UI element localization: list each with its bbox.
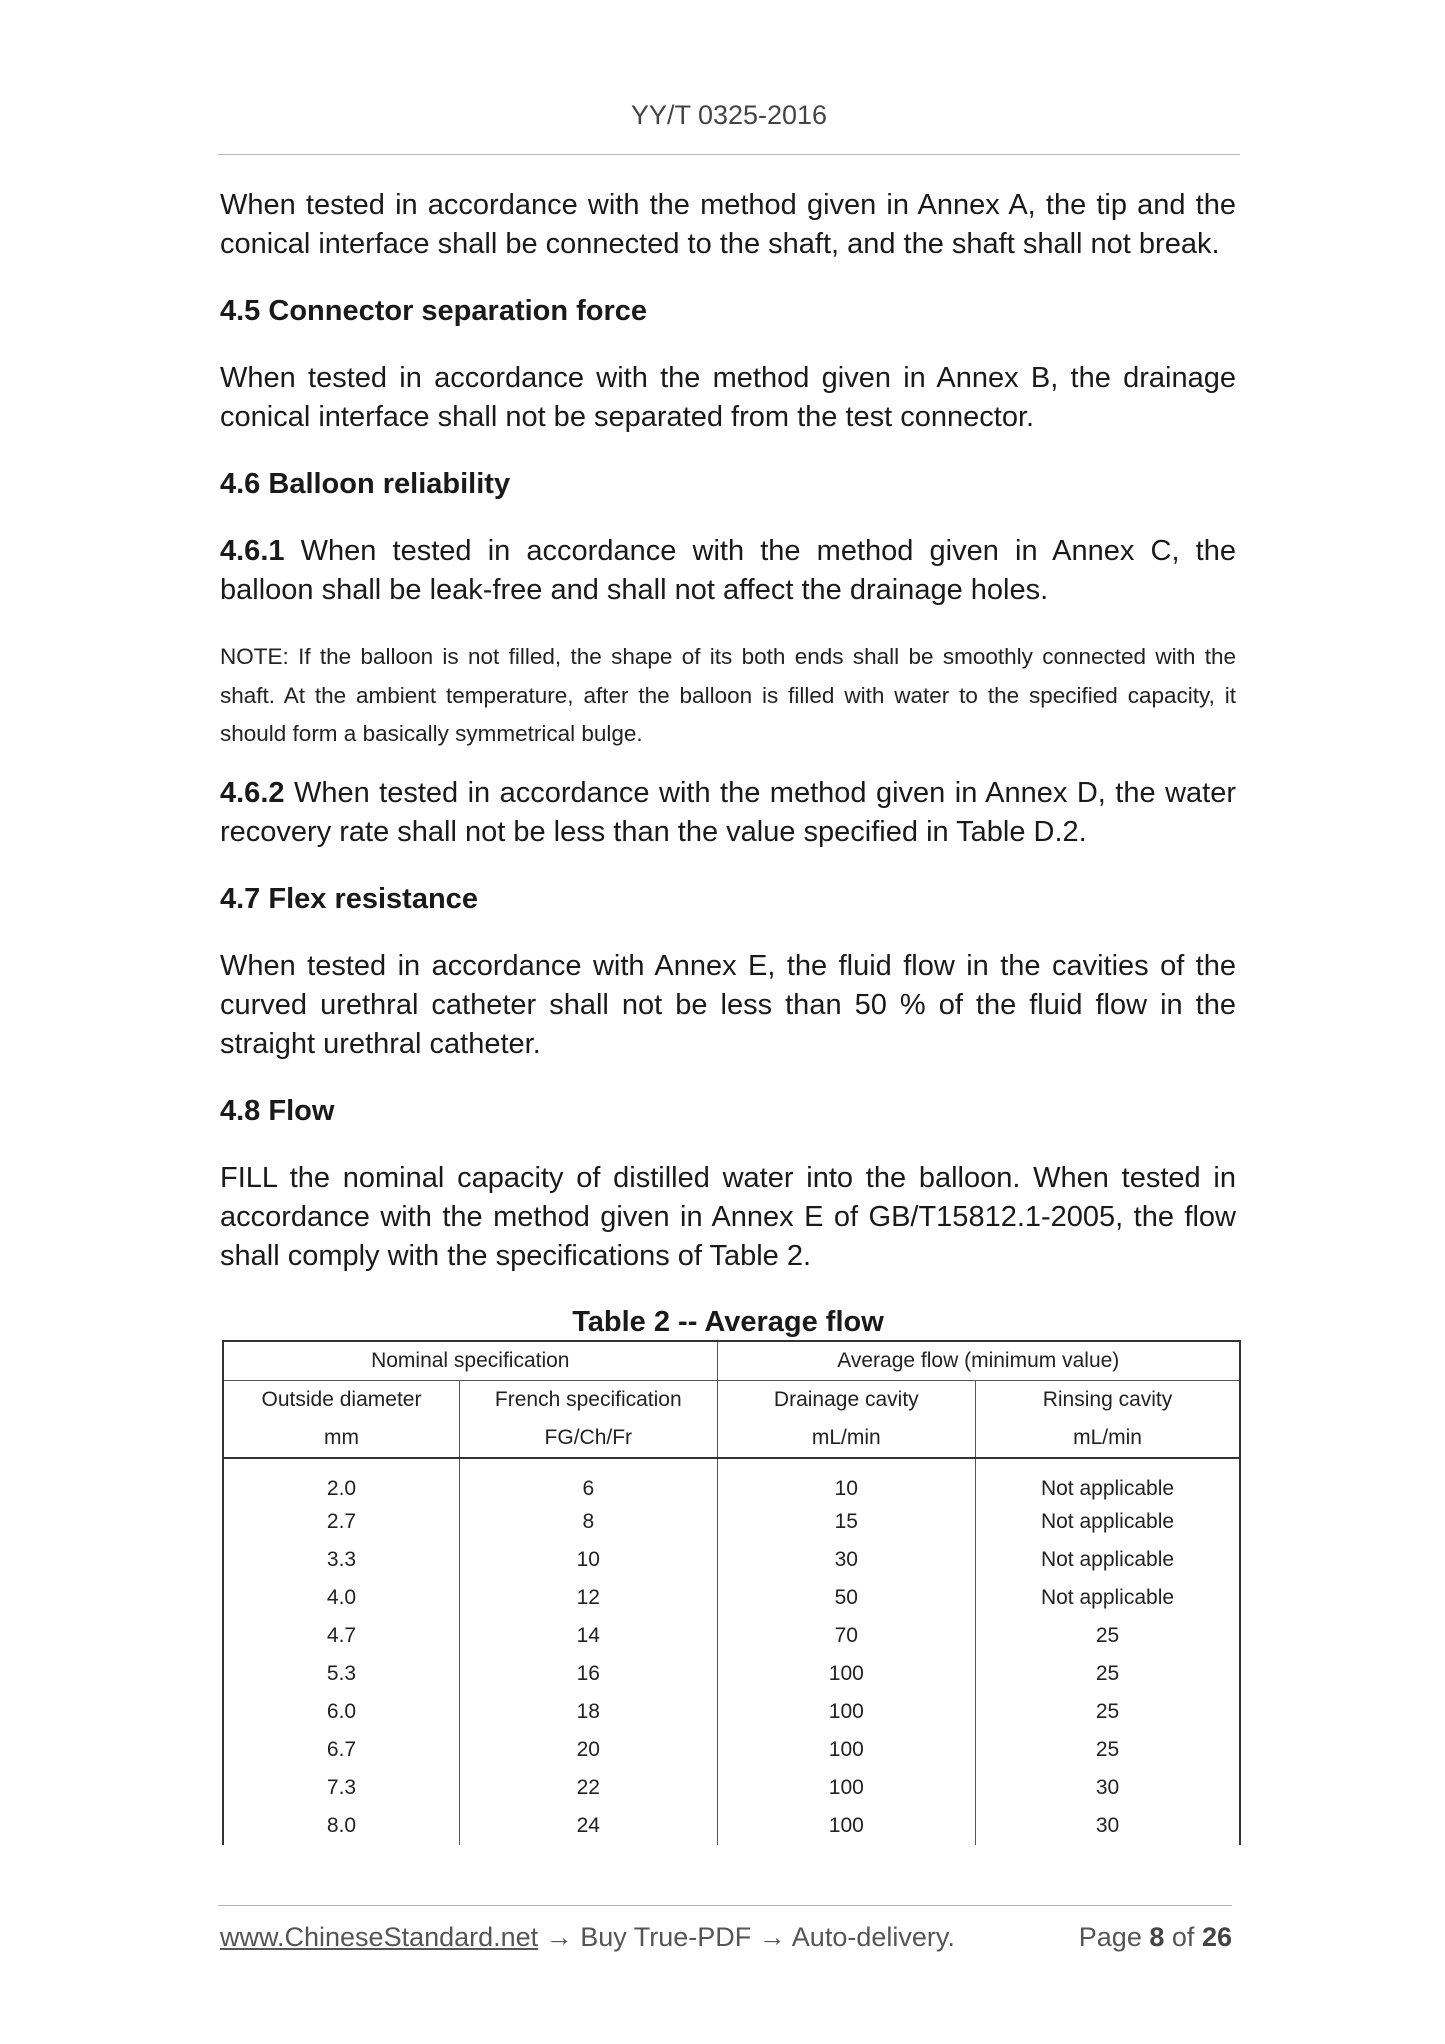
table-row [223,1769,1240,1807]
table-row [223,1503,1240,1541]
clause-number-4-6-1: 4.6.1 [220,535,285,567]
table-cell: 16 [460,1655,718,1693]
table-row [223,1807,1240,1845]
table-cell: 2.7 [223,1503,460,1541]
table-cell: 15 [717,1503,975,1541]
header-divider [218,154,1240,155]
table-cell: 10 [460,1541,718,1579]
table-cell: Not applicable [976,1458,1240,1503]
clause-number-4-6-2: 4.6.2 [220,776,285,809]
table-cell: 50 [717,1579,975,1617]
table-cell: 6.0 [223,1693,460,1731]
document-body [220,186,1236,1845]
table-cell: 14 [460,1617,718,1655]
unit-header: mL/min [717,1419,975,1458]
column-header: Outside diameter [223,1380,460,1419]
unit-header: FG/Ch/Fr [460,1419,718,1458]
table-row [223,1579,1240,1617]
table-cell: 25 [976,1655,1240,1693]
unit-header: mL/min [976,1419,1240,1458]
section-heading-4-6: 4.6 Balloon reliability [220,468,511,500]
table-cell: 30 [976,1769,1240,1807]
of-label: of [1171,1922,1195,1952]
footer-divider [218,1905,1232,1906]
page-footer [220,1922,1232,1962]
table-cell: Not applicable [976,1579,1240,1617]
table-cell: 7.3 [223,1769,460,1807]
page-number: 8 [1149,1922,1165,1952]
table-cell: 25 [976,1617,1240,1655]
table-cell: 25 [976,1693,1240,1731]
note-paragraph: NOTE: If the balloon is not filled, the shape of its both ends shall be smoothly connected with the shaft. At the ambient temperature, after the balloon is filled with water to the specified capacity, it should form a basically symmetrical bulge. [220,644,1236,746]
paragraph-4-6-2 [220,774,1236,852]
table-cell: Not applicable [976,1541,1240,1579]
table-cell: 100 [717,1731,975,1769]
table-cell: 30 [717,1541,975,1579]
group-header-nominal: Nominal specification [223,1341,717,1381]
paragraph-4-8: FILL the nominal capacity of distilled water into the balloon. When tested in accordance with the method given in Annex E of GB/T15812.1-2005, the flow shall comply with the specifications of Table 2. [220,1161,1236,1272]
table-cell: 20 [460,1731,718,1769]
table-cell: 22 [460,1769,718,1807]
buy-text: Buy True-PDF [580,1922,752,1952]
paragraph-4-5: When tested in accordance with the method given in Annex B, the drainage conical interface shall not be separated from the test connector. [220,362,1236,433]
table-cell: 4.0 [223,1579,460,1617]
table-row [223,1617,1240,1655]
page-indicator [1079,1922,1232,1953]
table-cell: 6.7 [223,1731,460,1769]
table-cell: 100 [717,1769,975,1807]
table-row [223,1541,1240,1579]
table-row [223,1731,1240,1769]
site-link[interactable]: www.ChineseStandard.net [220,1922,539,1952]
table-cell: 2.0 [223,1458,460,1503]
group-header-flow: Average flow (minimum value) [717,1341,1240,1381]
table-cell: 12 [460,1579,718,1617]
arrow-right-icon: → [545,1922,573,1952]
clause-text-4-6-1: When tested in accordance with the method given in Annex C, the balloon shall be leak-free and shall not affect the drainage holes. [220,535,1236,606]
table-cell: 5.3 [223,1655,460,1693]
table-cell: 24 [460,1807,718,1845]
table-cell: 8.0 [223,1807,460,1845]
arrow-right-icon: → [758,1922,786,1952]
paragraph-4-6-1 [220,532,1236,610]
table-cell: 100 [717,1655,975,1693]
table-cell: 30 [976,1807,1240,1845]
table-cell: Not applicable [976,1503,1240,1541]
unit-header: mm [223,1419,460,1458]
page-total: 26 [1201,1922,1232,1952]
table-row [223,1655,1240,1693]
average-flow-table [222,1340,1241,1845]
table-cell: 4.7 [223,1617,460,1655]
column-header: Rinsing cavity [976,1380,1240,1419]
table-cell: 8 [460,1503,718,1541]
footer-promo [220,1922,955,1953]
table-row [223,1458,1240,1503]
table-cell: 6 [460,1458,718,1503]
table-cell: 100 [717,1693,975,1731]
column-header: French specification [460,1380,718,1419]
table-cell: 70 [717,1617,975,1655]
table-cell: 18 [460,1693,718,1731]
table-cell: 10 [717,1458,975,1503]
page-label: Page [1078,1922,1142,1952]
table-caption: Table 2 -- Average flow [572,1305,884,1338]
table-cell: 100 [717,1807,975,1845]
table-cell: 25 [976,1731,1240,1769]
column-header: Drainage cavity [717,1380,975,1419]
table-cell: 3.3 [223,1541,460,1579]
delivery-text: Auto-delivery. [791,1922,955,1952]
paragraph-4-7: When tested in accordance with Annex E, the fluid flow in the cavities of the curved urethral catheter shall not be less than 50 % of the fluid flow in the straight urethral catheter. [220,949,1236,1060]
page-header: YY/T 0325-2016 [630,100,828,130]
paragraph-intro: When tested in accordance with the method given in Annex A, the tip and the conical interface shall be connected to the shaft, and the shaft shall not break. [220,189,1236,260]
section-heading-4-8: 4.8 Flow [220,1094,335,1127]
section-heading-4-7: 4.7 Flex resistance [220,882,478,915]
clause-text-4-6-2: When tested in accordance with the method given in Annex D, the water recovery rate shall not be less than the value specified in Table D.2. [220,776,1236,848]
table-row [223,1693,1240,1731]
section-heading-4-5: 4.5 Connector separation force [220,295,648,327]
